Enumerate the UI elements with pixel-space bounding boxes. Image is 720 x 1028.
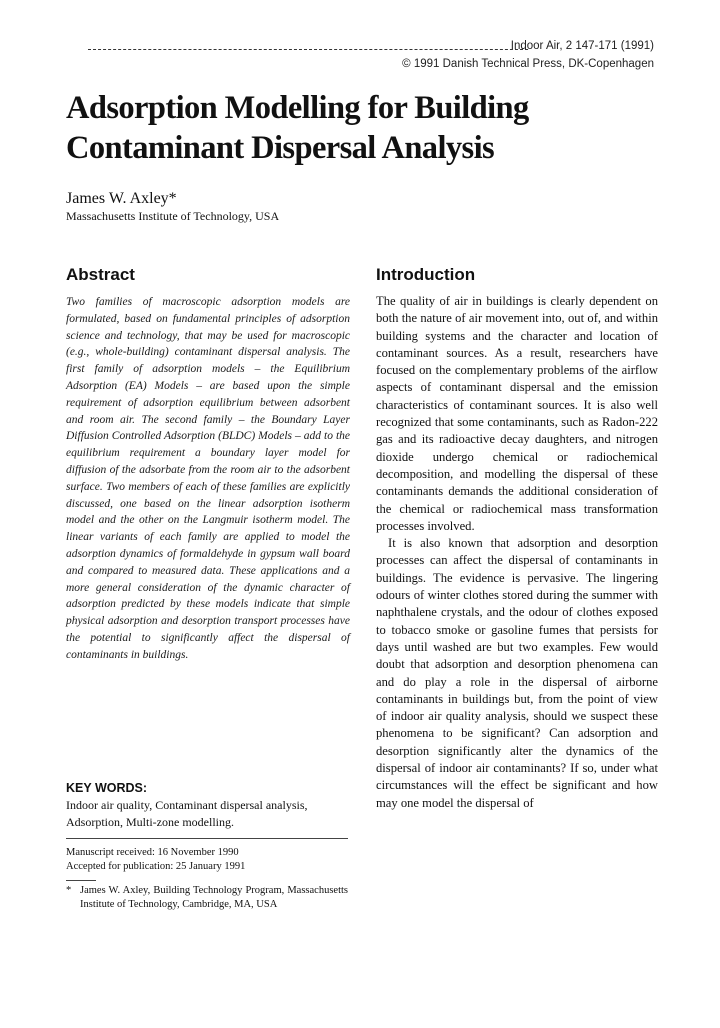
introduction-heading: Introduction (376, 265, 476, 284)
author-affiliation: Massachusetts Institute of Technology, USA (66, 209, 280, 223)
author-name: James W. Axley* (66, 190, 177, 207)
manuscript-dates (66, 846, 346, 873)
abstract-heading: Abstract (66, 265, 135, 284)
footnote-text: James W. Axley, Building Technology Program, Massachusetts Institute of Technology, Cambridge, MA, USA (80, 885, 348, 910)
introduction-paragraph-2: It is also known that adsorption and desorption processes can affect the dispersal of contaminants in buildings. The evidence is pervasive. The lingering odours of winter clothes stored during the summer with naphthalene crystals, and the odour of clothes exposed to tobacco smoke or gasoline fumes that persists for days until washed are but two examples. Few would doubt that adsorption and desorption phenomena can and do play a role in the dispersal of airborne contaminants in buildings but, from the point of view of indoor air quality analysis, should we suspect these phenomena to be significant? Can adsorption and desorption significantly alter the dynamics of the dispersal of indoor air contaminants? If so, under what circumstances will the effect be significant and how may one model the dispersal of (376, 536, 658, 810)
footnote-mark: * (66, 885, 72, 896)
introduction-body (376, 293, 658, 812)
paper-title-line-2: Contaminant Dispersal Analysis (66, 130, 495, 166)
keywords-text: Indoor air quality, Contaminant dispersal analysis, Adsorption, Multi-zone modelling. (66, 798, 308, 829)
footnote-divider (66, 880, 96, 881)
dates-divider (66, 838, 348, 839)
copyright-line: © 1991 Danish Technical Press, DK-Copenhagen (402, 58, 654, 70)
introduction-paragraph-1: The quality of air in buildings is clearly dependent on both the nature of air movement into, out of, and within building systems and the character and location of contaminant sources. As a result, researchers have focused on the complementary problems of the airflow aspects of contaminant dispersal and the emission characteristics of contaminant sources. It is also well recognized that some contaminants, such as Radon-222 gas and its radioactive decay daughters, and nitrogen dioxide undergo chemical or radiochemical decomposition, and modelling the dispersal of these contaminants demands the additional consideration of the chemical or radiochemical mass transformation processes involved. (376, 294, 658, 533)
keywords-heading: KEY WORDS: (66, 781, 148, 795)
received-date: Manuscript received: 16 November 1990 (66, 847, 239, 858)
accepted-date: Accepted for publication: 25 January 1991 (66, 860, 246, 872)
journal-citation: Indoor Air, 2 147-171 (1991) (510, 40, 654, 52)
paper-title (66, 88, 666, 168)
paper-title-line-1: Adsorption Modelling for Building (66, 90, 529, 126)
author-footnote (66, 884, 348, 912)
header-rule (88, 49, 528, 50)
abstract-text: Two families of macroscopic adsorption models are formulated, based on fundamental principles of adsorption science and technology, that may be used for macroscopic (e.g., whole-building) contaminant dispersal analysis. The first family of adsorption models – the Equilibrium Adsorption (EA) Models – are based upon the simple requirement of adsorption equilibrium between adsorbent and room air. The second family – the Boundary Layer Diffusion Controlled Adsorption (BLDC) Models – add to the equilibrium requirement a boundary layer model for diffusion of the adsorbate from the room air to the adsorbent surface. Two members of each of these families are explicitly discussed, one based on the linear adsorption isotherm model and the other on the Langmuir isotherm model. The linear variants of each family are applied to model the adsorption dynamics of formaldehyde in gypsum wall board and compared to measured data. These applications and a more general consideration of the dynamic character of adsorption predicted by these models indicate that simple physical adsorption and desorption transport processes have the potential to significantly affect the dispersal of contaminants in buildings. (66, 296, 350, 661)
